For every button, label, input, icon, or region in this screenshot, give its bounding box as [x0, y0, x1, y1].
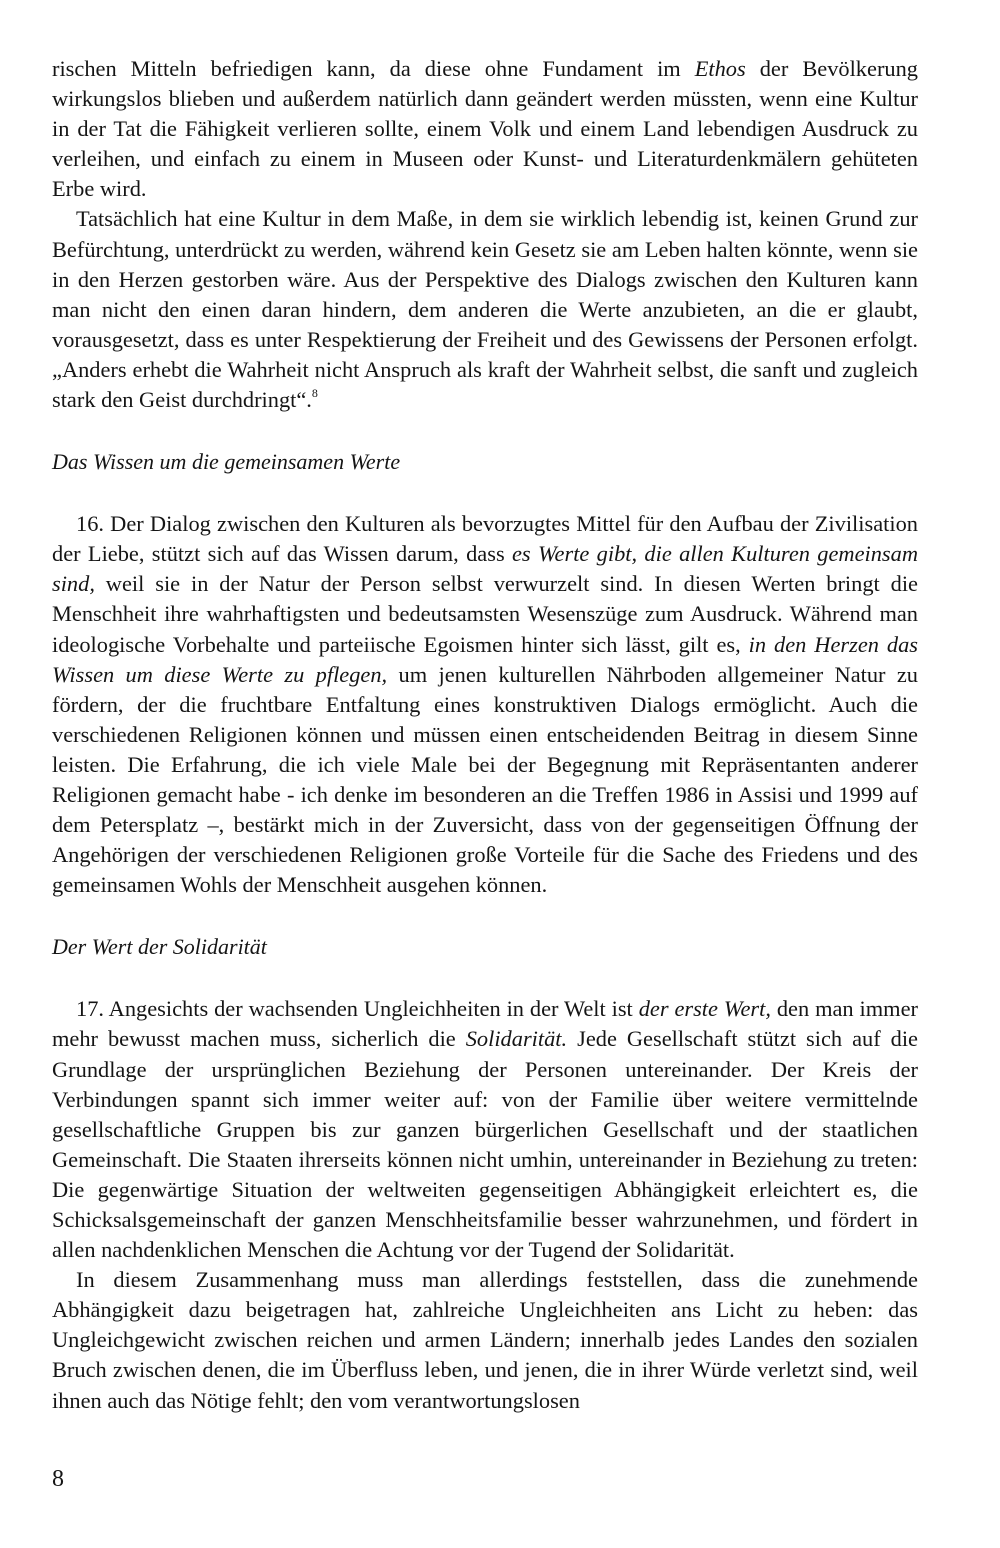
text-run-italic: es Werte gibt, die allen Kulturen gemeinsam sind, — [52, 541, 919, 597]
paragraph-17 — [52, 994, 918, 1265]
paragraph-16 — [52, 509, 918, 900]
text-run: rischen Mitteln befriedigen kann, da diese ohne Fundament im — [52, 56, 695, 81]
text-run: Tatsächlich hat eine Kultur in dem Maße, in dem sie wirklich lebendig ist, keinen Grund zur Befürchtung, unterdrückt zu werden, während kein Gesetz sie am Leben halten könnte, wenn sie in den Herzen gestorben wäre. Aus der Perspektive des Dialogs zwischen den Kulturen kann man nicht den einen daran hindern, dem anderen die Werte anzubieten, an die er glaubt, vorausgesetzt, dass es unter Respektierung der Freiheit und des Gewissens der Personen erfolgt. „Anders erhebt die Wahrheit nicht Anspruch als kraft der Wahrheit selbst, die sanft und zugleich stark den Geist durchdringt“. — [52, 206, 918, 413]
paragraph-culture — [52, 204, 918, 415]
text-run: 17. Angesichts der wachsenden Ungleichheiten in der Welt ist — [76, 996, 639, 1022]
text-run: weil sie in der Natur der Person selbst verwurzelt sind. In diesen Werten bringt die Menschheit ihre wahrhaftigsten und bedeutsamsten Wesenszüge zum Ausdruck. Während man ideologische Vorbehalte und parteiische Egoismen hinter sich lässt, gilt es, — [52, 571, 918, 657]
text-run: 16. Der Dialog zwischen den Kulturen als bevorzugtes Mittel für den Aufbau der Zivilisation der Liebe, stützt sich auf das Wissen darum, dass — [52, 511, 918, 567]
text-run: In diesem Zusammenhang muss man allerdings feststellen, dass die zunehmende Abhängigkeit dazu beigetragen hat, zahlreiche Ungleichheiten ans Licht zu heben: das Ungleichgewicht zwischen reichen und armen Ländern; innerhalb jedes Landes den sozialen Bruch zwischen denen, die im Überfluss leben, und jenen, die in ihrer Würde verletzt sind, weil ihnen auch das Nötige fehlt; den vom verantwortungslosen — [52, 1267, 918, 1413]
document-page — [52, 54, 918, 1416]
section-heading-solidarity: Der Wert der Solidarität — [52, 934, 267, 960]
page-number: 8 — [52, 1466, 64, 1492]
paragraph-inequality — [52, 1265, 918, 1415]
text-run-italic: der erste Wert, — [638, 996, 771, 1022]
text-run-italic: Solidarität. — [465, 1026, 568, 1052]
section-heading-common-values: Das Wissen um die gemeinsamen Werte — [52, 449, 401, 475]
text-run: um jenen kulturellen Nährboden allgemeiner Natur zu fördern, der die fruchtbare Entfaltung eines konstruktiven Dialogs ermöglicht. Auch die verschiedenen Religionen können und müssen einen entscheidenden Beitrag in diesem Sinne leisten. Die Erfahrung, die ich viele Male bei der Begegnung mit Repräsentanten anderer Religionen gemacht habe - ich denke im besonderen an die Treffen 1986 in Assisi und 1999 auf dem Petersplatz –, bestärkt mich in der Zuversicht, dass von der gegenseitigen Öffnung der Angehörigen der verschiedenen Religionen große Vorteile für die Sache des Friedens und des gemeinsamen Wohls der Menschheit ausgehen können. — [52, 661, 918, 898]
text-run-italic: Ethos — [694, 56, 746, 81]
text-run: den man immer mehr bewusst machen muss, sicherlich die — [52, 996, 918, 1052]
text-run: der Bevölkerung wirkungslos blieben und außerdem natürlich dann geändert werden müssten, wenn eine Kultur in der Tat die Fähigkeit verlieren sollte, einem Volk und einem Land lebendigen Ausdruck zu verleihen, und einfach zu einem in Museen oder Kunst- und Literaturdenkmälern gehüteten Erbe wird. — [52, 56, 918, 202]
paragraph-continuation — [52, 54, 918, 204]
footnote-marker: 8 — [311, 385, 318, 400]
text-run-italic: in den Herzen das Wissen um diese Werte zu pflegen, — [52, 631, 918, 687]
text-run: Jede Gesellschaft stützt sich auf die Grundlage der ursprünglichen Beziehung der Personen untereinander. Der Kreis der Verbindungen spannt sich immer weiter auf: von der Familie über weitere vermittelnde gesellschaftliche Gruppen bis zur ganzen bürgerlichen Gesellschaft und der staatlichen Gemeinschaft. Die Staaten ihrerseits können nicht umhin, untereinander in Beziehung zu treten: Die gegenwärtige Situation der weltweiten gegenseitigen Abhängigkeit erleichtert es, die Schicksalsgemeinschaft der ganzen Menschheitsfamilie besser wahrzunehmen, und fördert in allen nachdenklichen Menschen die Achtung vor der Tugend der Solidarität. — [52, 1026, 919, 1263]
